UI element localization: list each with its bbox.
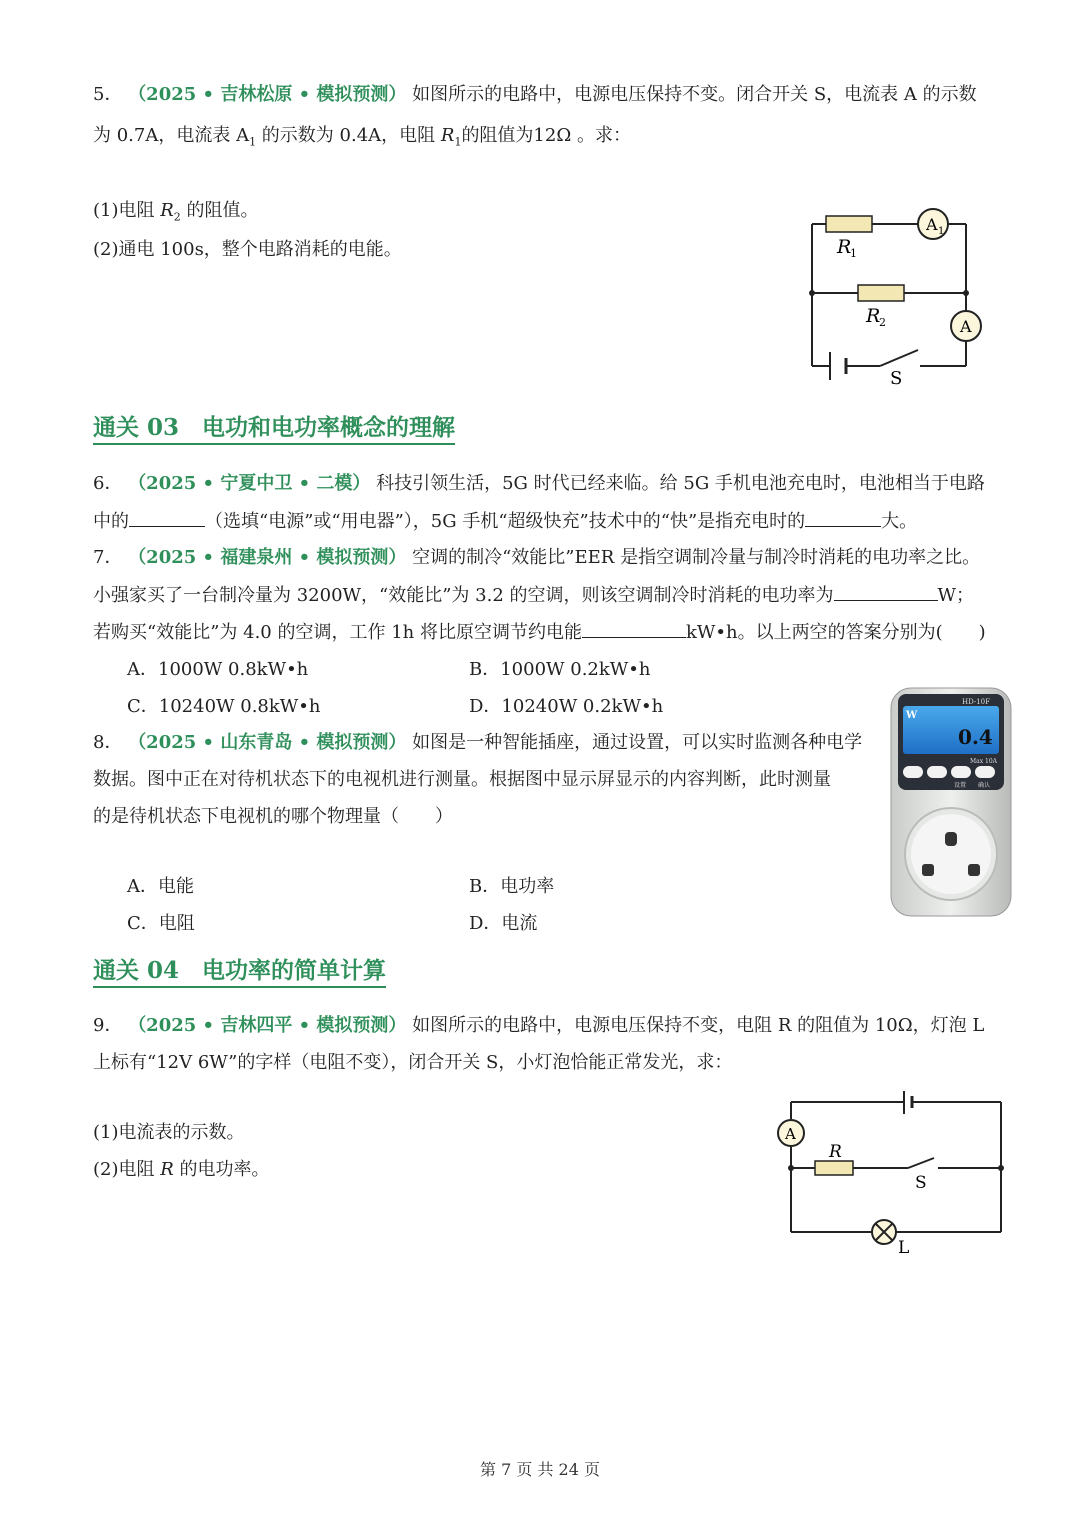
resistor-r2 [858,285,904,301]
junction-dot [788,1165,794,1171]
r2-sub: 2 [879,316,886,329]
q5-text: 如图所示的电路中，电源电压保持不变。闭合开关 S，电流表 A 的示数 [412,84,977,105]
q5-source: （2025 • 吉林松原 • 模拟预测） [128,84,407,105]
ammeter-a1-label: A [926,215,938,234]
q7-blank-1[interactable] [834,582,938,601]
junction-dot [963,290,969,296]
ammeter-a-label: A [960,317,972,336]
q8-number: 8． [93,732,123,753]
q6-blank-1[interactable] [129,508,205,527]
q6-blank-2[interactable] [805,508,881,527]
outlet-hole-left [922,864,934,876]
q6-source: （2025 • 宁夏中卫 • 二模） [128,473,371,494]
q8-option-a[interactable]: A．电能 [127,876,194,897]
q8-option-d[interactable]: D．电流 [469,913,538,934]
q8-line3: 的是待机状态下电视机的哪个物理量（ ） [93,806,453,827]
resistor-r1 [826,216,872,232]
outlet-hole-top [945,832,957,846]
q7-l3a: 若购买“效能比”为 4.0 的空调，工作 1h 将比原空调节约电能 [93,622,582,643]
q5-l2r: R [440,125,455,146]
q5-p1a: (1)电阻 [93,200,161,221]
device-model: HD-10F [962,698,990,706]
q9-line1 [93,1013,984,1039]
q6-l2c: 大。 [881,511,918,532]
junction-dot [809,290,815,296]
device-spec: Max 10A [970,758,997,765]
junction-dot [998,1165,1004,1171]
q5-part1 [93,198,259,231]
q9-line2: 上标有“12V 6W”的字样（电阻不变），闭合开关 S，小灯泡恰能正常发光，求： [93,1052,733,1073]
q5-p1r: R [160,200,174,221]
q7-line3 [93,619,986,646]
q9-number: 9． [93,1015,123,1036]
q7-source: （2025 • 福建泉州 • 模拟预测） [128,547,407,568]
ammeter-a1-sub: 1 [938,226,945,237]
device-button[interactable] [903,766,923,778]
outlet-hole-right [968,864,980,876]
q8-line2: 数据。图中正在对待机状态下的电视机进行测量。根据图中显示屏显示的内容判断，此时测量 [93,769,831,790]
q8-option-b[interactable]: B．电功率 [469,876,555,897]
q9-p2a: (2)电阻 [93,1159,161,1180]
q7-number: 7． [93,547,123,568]
q7-text: 空调的制冷“效能比”EER 是指空调制冷量与制冷时消耗的电功率之比。 [412,547,981,568]
ammeter-a-label: A [785,1125,796,1143]
q8-source: （2025 • 山东青岛 • 模拟预测） [128,732,407,753]
q5-circuit-diagram [790,200,990,390]
section-04-title: 通关 04 电功率的简单计算 [93,956,386,988]
device-button[interactable] [927,766,947,778]
section-03-title: 通关 03 电功和电功率概念的理解 [93,413,455,445]
q7-line1 [93,545,980,571]
q7-option-a[interactable]: A．1000W 0.8kW•h [127,659,309,680]
q9-circuit-diagram [772,1086,1012,1258]
q7-l2a: 小强家买了一台制冷量为 3200W，“效能比”为 3.2 的空调，则该空调制冷时消耗的电功率为 [93,585,834,606]
q5-p1rsub: 2 [173,210,181,224]
r1-label: R [837,236,852,258]
q7-line2 [93,582,974,609]
q5-line2 [93,123,631,156]
q5-l2a: 为 0.7A，电流表 A [93,125,250,146]
q7-l2b: W； [937,585,975,606]
q6-line1 [93,471,985,497]
device-button[interactable] [975,766,995,778]
r1-sub: 1 [850,247,857,260]
page-footer: 第 7 页 共 24 页 [480,1460,600,1479]
q5-number: 5． [93,84,123,105]
q5-l2c: 的阻值为12Ω 。求： [461,125,631,146]
r-label: R [829,1142,842,1162]
q7-option-c[interactable]: C．10240W 0.8kW•h [127,696,321,717]
switch-label: S [890,368,903,389]
outlet-inner [911,814,991,894]
q9-text: 如图所示的电路中，电源电压保持不变，电阻 R 的阻值为 10Ω，灯泡 L [412,1015,985,1036]
q5-l2b: 的示数为 0.4A，电阻 [256,125,441,146]
q8-text: 如图是一种智能插座，通过设置，可以实时监测各种电学 [412,732,863,753]
q6-line2 [93,508,917,535]
lcd-reading: 0.4 [958,725,993,749]
q6-text: 科技引领生活，5G 时代已经来临。给 5G 手机电池充电时，电池相当于电路 [376,473,985,494]
r2-label: R [866,305,881,327]
q7-option-b[interactable]: B．1000W 0.2kW•h [469,659,651,680]
lamp-label: L [898,1238,910,1258]
button-set-label: 设置 [954,782,967,789]
q5-p1b: 的阻值。 [180,200,259,221]
q6-l2b: （选填“电源”或“用电器”），5G 手机“超级快充”技术中的“快”是指充电时的 [205,511,806,532]
q8-line1 [93,730,862,756]
q5-l2sub: 1 [249,135,257,149]
q8-option-c[interactable]: C．电阻 [127,913,195,934]
switch-label: S [915,1173,927,1193]
q7-l3b: kW•h。以上两空的答案分别为( ) [685,622,986,643]
lcd-unit: W [906,710,918,721]
q5-l2rsub: 1 [454,135,462,149]
smart-socket-image [888,684,1014,918]
q6-number: 6． [93,473,123,494]
q7-blank-2[interactable] [582,619,686,638]
q9-p2r: R [160,1159,174,1180]
q9-part2 [93,1157,270,1183]
q9-source: （2025 • 吉林四平 • 模拟预测） [128,1015,407,1036]
q9-part1: (1)电流表的示数。 [93,1122,245,1143]
q9-p2b: 的电功率。 [173,1159,270,1180]
q7-option-d[interactable]: D．10240W 0.2kW•h [469,696,664,717]
q5-line1 [93,82,977,108]
device-button[interactable] [951,766,971,778]
q5-part2: (2)通电 100s，整个电路消耗的电能。 [93,239,402,260]
q6-l2a: 中的 [93,511,129,532]
button-ok-label: 确认 [978,782,991,789]
resistor-r [815,1161,853,1175]
